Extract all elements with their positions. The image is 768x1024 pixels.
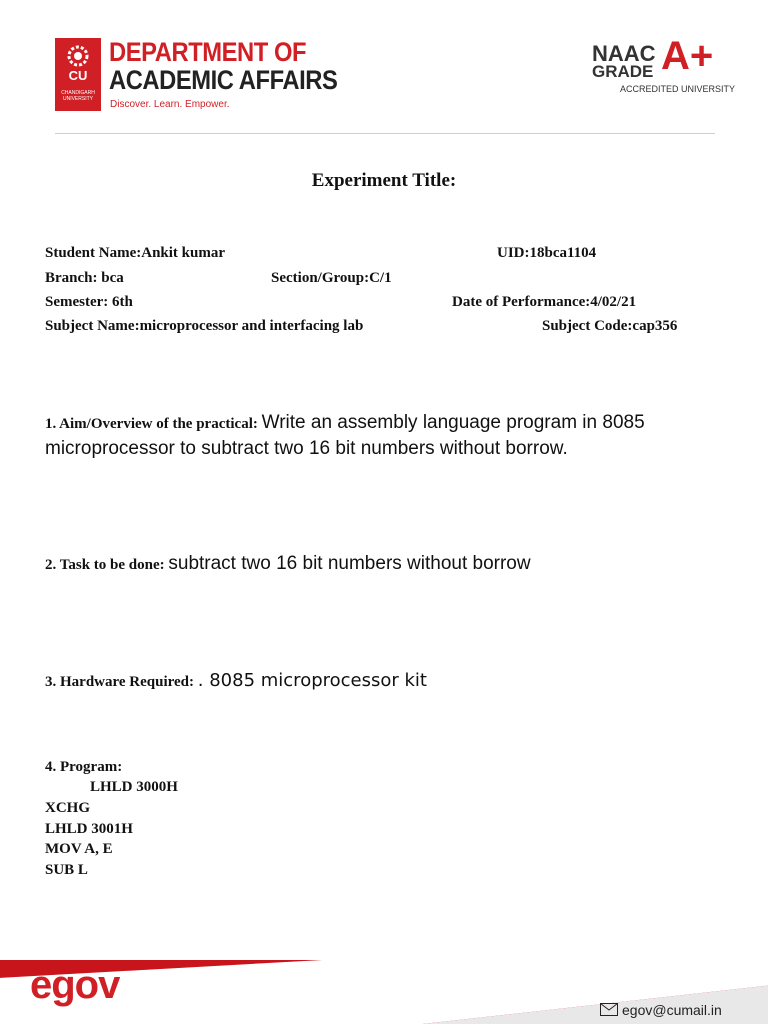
date-of-performance: Date of Performance:4/02/21	[452, 294, 637, 310]
department-title-line2: ACADEMIC AFFAIRS	[109, 65, 338, 95]
program-line: LHLD 3000H	[90, 779, 178, 795]
hardware-text: . 8085 microprocessor kit	[197, 670, 427, 691]
program-line: LHLD 3001H	[45, 821, 133, 837]
accredited-text: ACCREDITED UNIVERSITY	[620, 84, 736, 94]
section-group: Section/Group:C/1	[271, 270, 392, 286]
hardware-label: 3. Hardware Required:	[45, 674, 195, 690]
task-section	[45, 553, 531, 575]
footer-email	[600, 1002, 722, 1019]
email-text[interactable]: egov@cumail.in	[622, 1002, 722, 1018]
logo-university-text: CHANDIGARH UNIVERSITY	[61, 90, 95, 102]
uid: UID:18bca1104	[497, 245, 597, 261]
grade-text: GRADE	[592, 62, 654, 81]
program-line: SUB L	[45, 862, 88, 878]
naac-text: NAAC	[592, 41, 656, 66]
aim-text-line2: microprocessor to subtract two 16 bit numbers without borrow.	[45, 438, 568, 459]
semester: Semester: 6th	[45, 294, 133, 310]
logo-cu-text: CU	[68, 68, 88, 83]
branch: Branch: bca	[45, 270, 124, 286]
tagline: Discover. Learn. Empower.	[110, 99, 230, 110]
subject-name: Subject Name:microprocessor and interfacing lab	[45, 318, 364, 334]
task-text: subtract two 16 bit numbers without borrow	[168, 553, 531, 574]
aim-label: 1. Aim/Overview of the practical:	[45, 416, 258, 432]
department-title-line1: DEPARTMENT OF	[109, 37, 307, 67]
header-divider	[55, 133, 715, 134]
grade-value: A+	[661, 34, 714, 78]
program-line: MOV A, E	[45, 841, 113, 857]
hardware-section	[45, 670, 427, 691]
program-label: 4. Program:	[45, 759, 123, 775]
envelope-icon	[600, 1003, 618, 1019]
task-label: 2. Task to be done:	[45, 557, 165, 573]
aim-text-line1: Write an assembly language program in 8085	[261, 412, 645, 433]
aim-section	[45, 412, 645, 434]
page-header	[0, 0, 768, 135]
subject-code: Subject Code:cap356	[542, 318, 678, 334]
program-line: XCHG	[45, 800, 90, 816]
egov-logo: egov	[30, 963, 120, 1007]
experiment-title: Experiment Title:	[311, 170, 457, 191]
university-logo	[55, 38, 101, 111]
cog-emblem-icon	[63, 42, 93, 70]
student-name: Student Name:Ankit kumar	[45, 245, 226, 261]
